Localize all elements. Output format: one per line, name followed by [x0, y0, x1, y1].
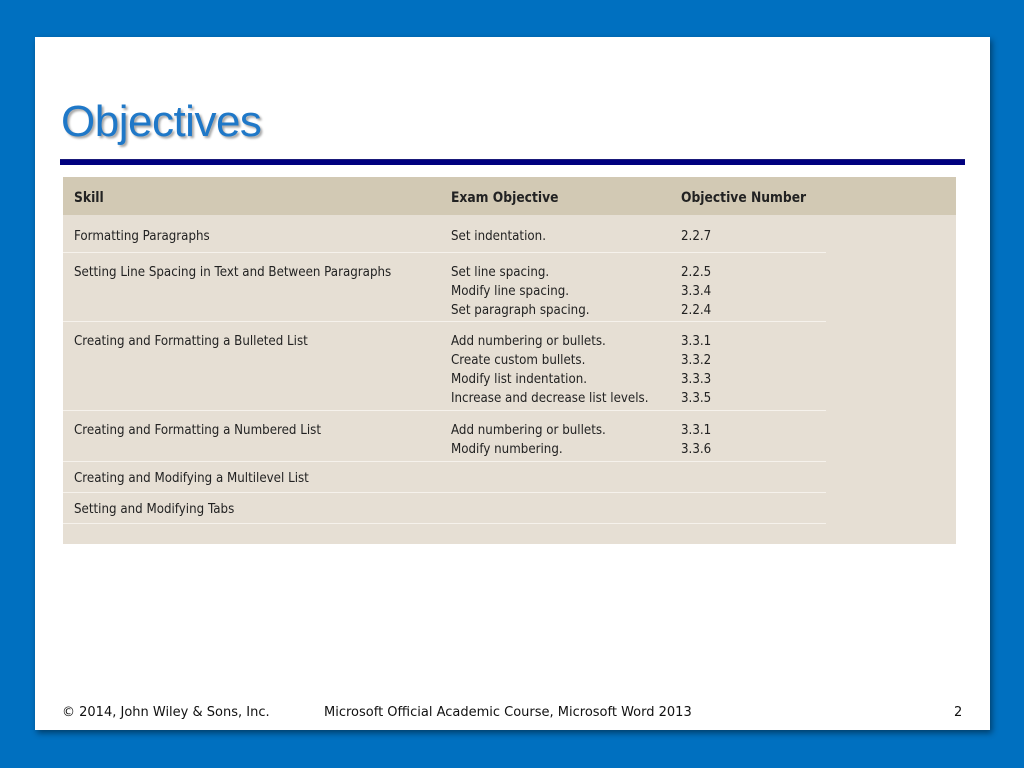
table-row — [63, 215, 826, 253]
slide-title: Objectives — [61, 97, 262, 146]
skill-cell: Creating and Modifying a Multilevel List — [74, 470, 309, 486]
header-objective-number: Objective Number — [681, 190, 807, 206]
objective-number: 3.3.2 — [681, 352, 712, 368]
header-exam-objective: Exam Objective — [451, 190, 559, 206]
exam-objective-cell — [451, 263, 608, 320]
table-row — [63, 462, 826, 493]
exam-objective: Modify list indentation. — [451, 371, 588, 387]
table-row — [63, 322, 826, 411]
objective-number: 2.2.7 — [681, 228, 712, 244]
exam-objective: Increase and decrease list levels. — [451, 390, 649, 406]
objective-number-cell — [681, 227, 715, 246]
table-row — [63, 253, 826, 322]
skill-cell: Formatting Paragraphs — [74, 228, 210, 244]
exam-objective: Set paragraph spacing. — [451, 302, 590, 318]
objective-number: 2.2.5 — [681, 264, 712, 280]
skill-cell: Creating and Formatting a Bulleted List — [74, 333, 308, 349]
slide — [35, 37, 990, 730]
exam-objective: Create custom bullets. — [451, 352, 586, 368]
exam-objective: Modify numbering. — [451, 441, 563, 457]
exam-objective: Add numbering or bullets. — [451, 422, 606, 438]
objectives-table — [63, 177, 956, 544]
footer-course: Microsoft Official Academic Course, Microsoft Word 2013 — [324, 705, 692, 720]
skill-cell: Setting Line Spacing in Text and Between Paragraphs — [74, 264, 392, 280]
table-row — [63, 411, 826, 462]
objective-number-cell — [681, 332, 715, 408]
objective-number: 3.3.4 — [681, 283, 712, 299]
objective-number-cell — [681, 263, 715, 320]
objective-number-cell — [681, 421, 715, 459]
objective-number: 3.3.5 — [681, 390, 712, 406]
objective-number: 2.2.4 — [681, 302, 712, 318]
objective-number: 3.3.6 — [681, 441, 712, 457]
exam-objective: Set line spacing. — [451, 264, 550, 280]
footer-page-number: 2 — [954, 705, 963, 720]
exam-objective: Add numbering or bullets. — [451, 333, 606, 349]
objective-number: 3.3.3 — [681, 371, 712, 387]
objective-number: 3.3.1 — [681, 333, 712, 349]
title-underline — [60, 160, 965, 165]
footer-copyright: © 2014, John Wiley & Sons, Inc. — [62, 705, 270, 720]
exam-objective-cell — [451, 421, 627, 459]
exam-objective: Set indentation. — [451, 228, 546, 244]
skill-cell: Setting and Modifying Tabs — [74, 501, 235, 517]
header-skill: Skill — [74, 190, 104, 206]
table-row — [63, 493, 826, 524]
objective-number: 3.3.1 — [681, 422, 712, 438]
table-header — [63, 177, 956, 215]
exam-objective-cell — [451, 332, 675, 408]
exam-objective-cell — [451, 227, 559, 246]
skill-cell: Creating and Formatting a Numbered List — [74, 422, 322, 438]
exam-objective: Modify line spacing. — [451, 283, 570, 299]
